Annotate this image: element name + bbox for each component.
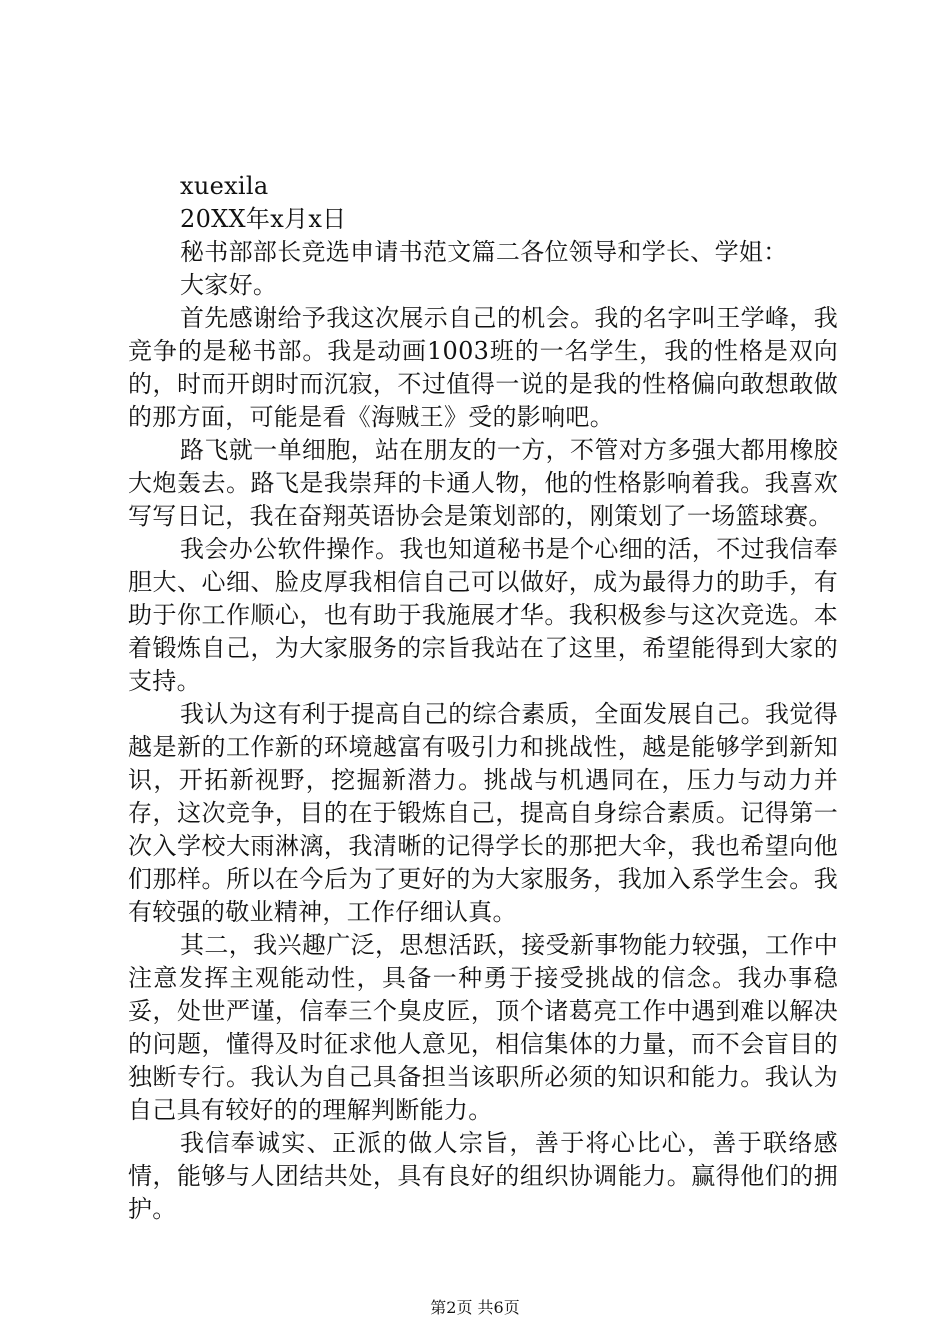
greeting-line: 大家好。 <box>180 271 278 299</box>
paragraph-strengths: 其二，我兴趣广泛，思想活跃，接受新事物能力较强，工作中注意发挥主观能动性，具备一种勇于接受挑战的信念。我办事稳妥，处世严谨，信奉三个臭皮匠，顶个诸葛亮工作中遇到难以解决的问题，懂得及时征求他人意见，相信集体的力量，而不会盲目的独断专行。我认为自己具备担当该职所必须的知识和能力。我认为自己具有较好的的理解判断能力。 <box>128 931 838 1124</box>
title-salutation-line: 秘书部部长竞选申请书范文篇二各位领导和学长、学姐： <box>180 238 788 266</box>
page-number-footer: 第2页 共6页 <box>430 1298 520 1317</box>
date-line: 20XX年x月x日 <box>180 205 347 233</box>
paragraph-motivation: 我认为这有利于提高自己的综合素质，全面发展自己。我觉得越是新的工作新的环境越富有吸引力和挑战性，越是能够学到新知识，开拓新视野，挖掘新潜力。挑战与机遇同在，压力与动力并存，这次竞争，目的在于锻炼自己，提高自身综合素质。记得第一次入学校大雨淋漓，我清晰的记得学长的那把大伞，我也希望向他们那样。所以在今后为了更好的为大家服务，我加入系学生会。我有较强的敬业精神，工作仔细认真。 <box>128 700 838 926</box>
paragraph-personality: 路飞就一单细胞，站在朋友的一方，不管对方多强大都用橡胶大炮轰去。路飞是我崇拜的卡通人物，他的性格影响着我。我喜欢写写日记，我在奋翔英语协会是策划部的，刚策划了一场篮球赛。 <box>128 436 838 530</box>
paragraph-character: 我信奉诚实、正派的做人宗旨，善于将心比心，善于联络感情，能够与人团结共处，具有良好的组织协调能力。赢得他们的拥护。 <box>128 1129 838 1223</box>
document-body <box>128 170 838 1226</box>
paragraph-introduction: 首先感谢给予我这次展示自己的机会。我的名字叫王学峰，我竞争的是秘书部。我是动画1003班的一名学生，我的性格是双向的，时而开朗时而沉寂，不过值得一说的是我的性格偏向敢想敢做的那方面，可能是看《海贼王》受的影响吧。 <box>128 304 838 431</box>
author-line: xuexila <box>180 172 269 200</box>
paragraph-skills: 我会办公软件操作。我也知道秘书是个心细的活，不过我信奉胆大、心细、脸皮厚我相信自己可以做好，成为最得力的助手，有助于你工作顺心，也有助于我施展才华。我积极参与这次竞选。本着锻炼自己，为大家服务的宗旨我站在了这里，希望能得到大家的支持。 <box>128 535 838 695</box>
